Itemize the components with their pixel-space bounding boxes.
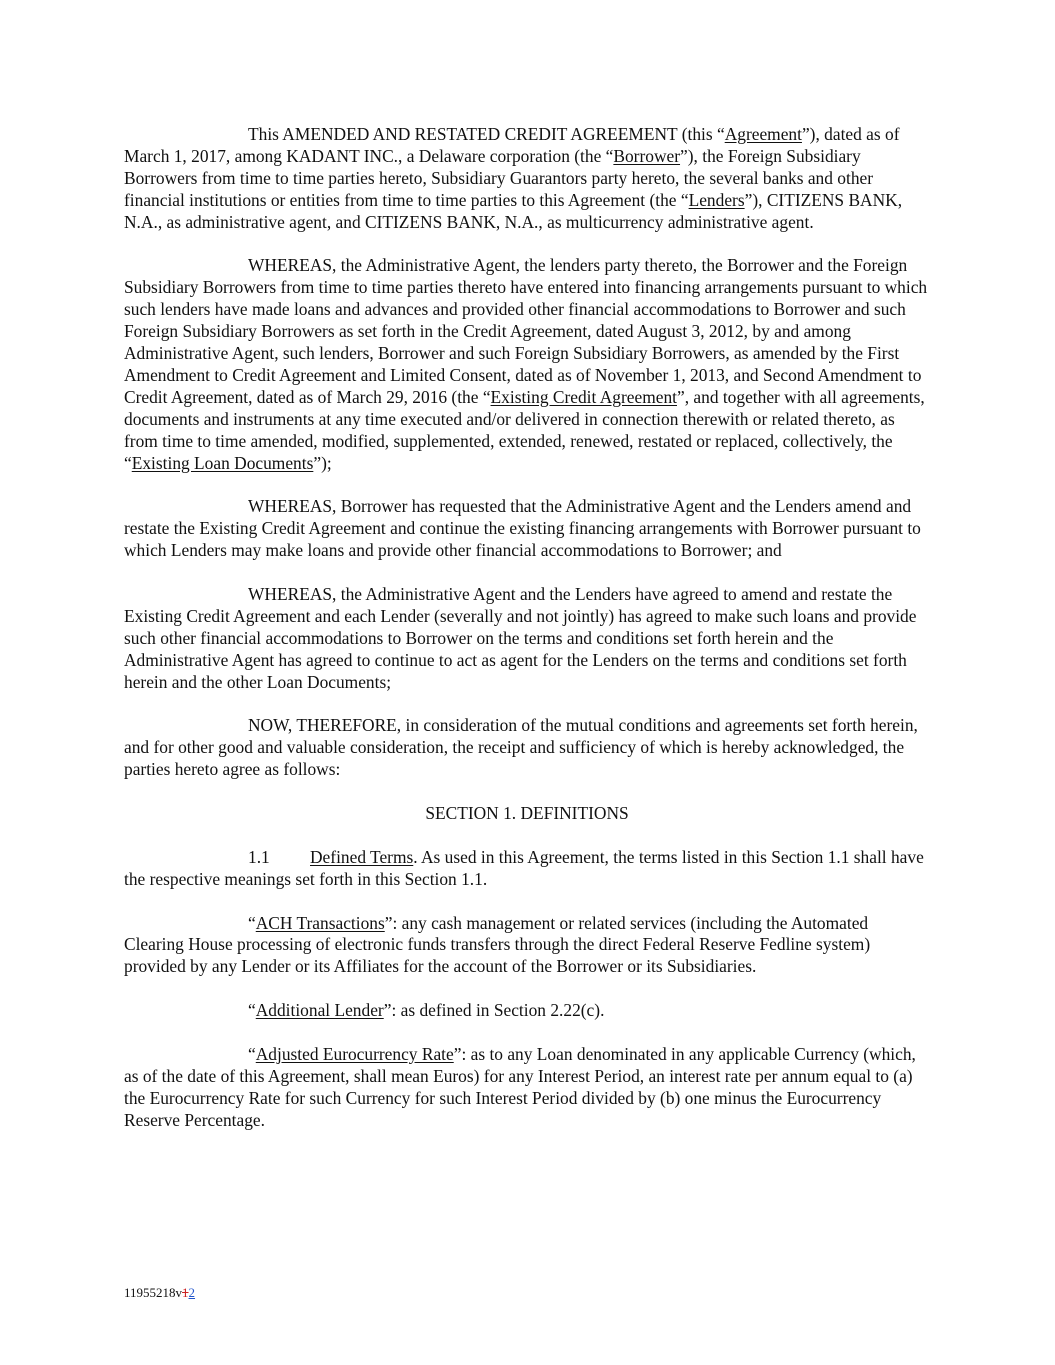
section-heading: SECTION 1. DEFINITIONS xyxy=(425,803,629,824)
whereas-text: ”, and together with all agreements, documents and instruments at any time executed and/or delivered in connection therewith or related thereto, as from time to time amended, modified, supplemented, extended, renewed, restated or replaced, collectively, the “ xyxy=(124,386,925,473)
quote-mark: “ xyxy=(248,1043,256,1064)
doc-id: 11955218v xyxy=(124,1285,183,1300)
definition-text: ”: any cash management or related services (including the Automated Clearing House processing of electronic funds transfers through the direct Federal Reserve Fedline system) provided by any Lender or its Affiliates for the account of the Borrower or its Subsidiaries. xyxy=(124,912,871,977)
defined-term-lenders: Lenders xyxy=(688,189,745,210)
now-therefore-paragraph: NOW, THEREFORE, in consideration of the mutual conditions and agreements set forth herein, and for other good and valuable consideration, the receipt and sufficiency of which is hereby acknowledged, the parties hereto agree as follows: xyxy=(124,715,918,780)
defined-term-agreement: Agreement xyxy=(724,124,802,144)
quote-mark: “ xyxy=(248,1000,256,1021)
defined-term: Additional Lender xyxy=(255,1000,384,1021)
deleted-revision: 1 xyxy=(182,1285,189,1300)
defined-term-existing-loan-documents: Existing Loan Documents xyxy=(131,452,314,473)
defined-term: Adjusted Eurocurrency Rate xyxy=(255,1043,454,1064)
defined-term-existing-credit-agreement: Existing Credit Agreement xyxy=(490,386,677,407)
section-text: . As used in this Agreement, the terms listed in this Section 1.1 shall have the respective meanings set forth in this Section 1.1. xyxy=(124,846,924,889)
intro-text: This AMENDED AND RESTATED CREDIT AGREEMENT (this “ xyxy=(248,124,725,144)
document-page xyxy=(124,124,930,1153)
whereas-text: WHEREAS, the Administrative Agent, the lenders party thereto, the Borrower and the Foreign Subsidiary Borrowers from time to time parties thereto have entered into financing arrangements pursuant to which such lenders have made loans and advances and provided other financial accommodations to Borrower and such Foreign Subsidiary Borrowers as set forth in the Credit Agreement, dated August 3, 2012, by and among Administrative Agent, such lenders, Borrower and such Foreign Subsidiary Borrowers, as amended by the First Amendment to Credit Agreement and Limited Consent, dated as of November 1, 2013, and Second Amendment to Credit Agreement, dated as of March 29, 2016 (the “ xyxy=(124,255,928,407)
intro-text: ”), dated as of March 1, 2017, among KADANT INC., a Delaware corporation (the “ xyxy=(124,124,900,166)
intro-text: ”), the Foreign Subsidiary Borrowers from time to time parties hereto, Subsidiary Guarantors party hereto, the several banks and other financial institutions or entities from time to time parties to this Agreement (the “ xyxy=(124,145,874,210)
section-number: 1.1 xyxy=(248,846,270,867)
definition-paragraph xyxy=(124,1000,930,1022)
definition-text: ”: as defined in Section 2.22(c). xyxy=(383,1000,605,1021)
definition-paragraph xyxy=(124,913,930,979)
defined-terms-paragraph xyxy=(124,847,930,891)
document-footer-id xyxy=(124,1285,195,1301)
quote-mark: “ xyxy=(248,912,256,933)
intro-text: ”), CITIZENS BANK, N.A., as administrative agent, and CITIZENS BANK, N.A., as multicurrency administrative agent. xyxy=(124,189,903,232)
whereas-paragraph-2: WHEREAS, Borrower has requested that the Administrative Agent and the Lenders amend and restate the Existing Credit Agreement and continue the existing financing arrangements with Borrower pursuant to which Lenders may make loans and provide other financial accommodations to Borrower; and xyxy=(124,496,921,561)
inserted-revision: 2 xyxy=(188,1285,196,1300)
defined-term: ACH Transactions xyxy=(255,912,385,933)
whereas-paragraph-3: WHEREAS, the Administrative Agent and the Lenders have agreed to amend and restate the Existing Credit Agreement and each Lender (severally and not jointly) has agreed to make such loans and provide such other financial accommodations to Borrower on the terms and conditions set forth herein and the Administrative Agent has agreed to continue to act as agent for the Lenders on the terms and conditions set forth herein and the other Loan Documents; xyxy=(124,583,917,692)
whereas-paragraph-1 xyxy=(124,255,930,474)
intro-paragraph xyxy=(124,124,930,234)
defined-term-borrower: Borrower xyxy=(613,145,681,166)
definition-text: ”: as to any Loan denominated in any applicable Currency (which, as of the date of this Agreement, shall mean Euros) for any Interest Period, an interest rate per annum equal to (a) the Eurocurrency Rate for such Currency for such Interest Period divided by (b) one minus the Eurocurrency Reserve Percentage. xyxy=(124,1043,916,1130)
section-title: Defined Terms xyxy=(310,846,414,867)
whereas-text: ”); xyxy=(313,452,332,473)
definition-paragraph xyxy=(124,1044,930,1132)
